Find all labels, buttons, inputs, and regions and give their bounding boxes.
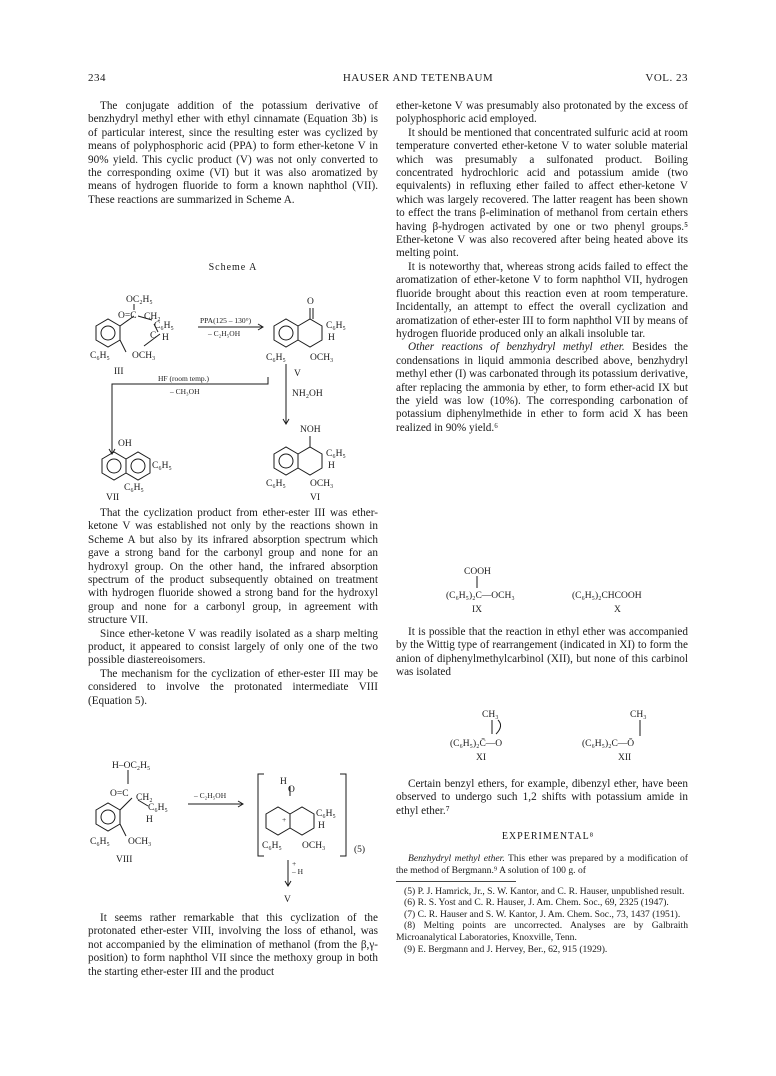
compound-xii: XII (618, 753, 632, 763)
och3-label: OCH₃ (128, 837, 152, 847)
o-label: O (307, 297, 314, 307)
c6h5-label: C₆H₅ (90, 351, 110, 361)
och3-label: OCH₃ (302, 841, 326, 851)
page-number: 234 (88, 72, 106, 84)
paragraph: Certain benzyl ethers, for example, dibenzyl ether, have been observed to undergo such 1,2 shifts with potassium amide in ethyl ether.⁷ (396, 778, 688, 817)
paragraph: It is possible that the reaction in ethyl ether was accompanied by the Wittig type of rearrangement (indicated in XI) to form the anion of diphenylmethylcarbinol (XII), but none of this carbinol was isolated (396, 626, 688, 679)
paragraph-other-reactions (396, 341, 688, 435)
experimental-section (396, 830, 688, 955)
compound-ix: IX (472, 605, 483, 615)
benzene-ring-iii (96, 319, 120, 347)
left-column-intro (88, 100, 378, 207)
scheme-title: Scheme A (208, 262, 258, 273)
equation-5-drawing (88, 756, 378, 908)
paragraph: ether-ketone V was presumably also protonated by the excess of polyphosphoric acid employed. (396, 100, 688, 126)
right-column-body (396, 100, 688, 435)
scheme-a-drawing (88, 274, 378, 502)
proton-charge: + (292, 859, 297, 868)
h-label: H (146, 815, 153, 825)
ch2-label: CH₂ (144, 312, 161, 322)
c6h5-label: C₆H₅ (152, 461, 172, 471)
benzene-ring-v (274, 319, 298, 347)
experimental-run-in-head: Benzhydryl methyl ether. (408, 853, 505, 865)
h-label: H (162, 333, 169, 343)
h-label: H (280, 777, 287, 787)
compound-iii: III (114, 367, 124, 377)
positive-charge: + (282, 815, 287, 824)
c6h5-label: C₆H₅ (90, 837, 110, 847)
minus-ethanol: – C₂H₅OH (208, 329, 241, 338)
paragraph: It seems rather remarkable that this cyclization of the protonated ether-ester VIII, involving the loss of ethanol, was not accompanied by the elimination of methanol (from the β,γ-position) to form naphthol VII since the methoxy group in both the starting ether-ester III and the product (88, 912, 378, 978)
c6h5-label: C₆H₅ (316, 809, 336, 819)
minus-methanol: – CH₃OH (170, 387, 200, 396)
experimental-heading: EXPERIMENTAL⁸ (501, 831, 595, 842)
compound-xi: XI (476, 753, 487, 763)
compound-vi: VI (310, 493, 321, 502)
ix-formula: (C₆H₅)₂C—OCH₃ (446, 591, 515, 601)
h-label: H (328, 333, 335, 343)
left-column-end (88, 912, 378, 979)
oeqc-label: O=C (110, 789, 129, 799)
ch3-label: CH₃ (630, 710, 647, 720)
scheme-a (88, 262, 378, 502)
paragraph: It should be mentioned that concentrated sulfuric acid at room temperature converted ether-ketone V to water soluble material which was presumably a sulfonated product. Boiling concentrated hydrochloric acid and potassium amide (two equivalents) in refluxing ether failed to affect ether-ketone V which was largely recovered. The latter reagent has been shown to effect the trans β-elimination of methanol from certain ethers having β-hydrogen activated by one or two phenyl groups.⁵ Ether-ketone V was also recovered after being heated above its melting point. (396, 126, 688, 260)
footnote-7: (7) C. R. Hauser and S. W. Kantor, J. Am. Chem. Soc., 73, 1437 (1951). (404, 908, 681, 920)
h-label: H (328, 461, 335, 471)
ch2-label: CH₂ (136, 793, 153, 803)
och3-label: OCH₃ (310, 353, 334, 363)
c6h5-label: C₆H₅ (266, 479, 286, 489)
running-head-authors: HAUSER AND TETENBAUM (342, 72, 494, 84)
compound-v: V (284, 895, 291, 905)
h-oc2h5-label: H–OC₂H₅ (112, 761, 151, 771)
structures-ix-x (396, 566, 688, 620)
footnotes (396, 886, 688, 956)
minus-ethanol: – C₂H₅OH (194, 791, 227, 800)
structures-xi-xii (396, 708, 688, 768)
footnote-rule (396, 881, 516, 882)
paragraph: Since ether-ketone V was readily isolated as a sharp melting product, it appeared to consist largely of only one of the two possible diastereoisomers. (88, 627, 378, 667)
ch3-label: CH₃ (482, 710, 499, 720)
experimental-text: This ether was prepared by a modification of the method of Bergmann.⁹ A solution of 100 g. of (396, 853, 688, 876)
c6h5-label: C₆H₅ (148, 803, 168, 813)
c6h5-label: C₆H₅ (154, 321, 174, 331)
compound-x: X (614, 605, 621, 615)
paragraph: The conjugate addition of the potassium derivative of benzhydryl methyl ether with ethyl cinnamate (Equation 3b) is of particular interest, since the resulting ester was cyclized by means of polyphosphoric acid (PPA) to form ether-ketone V in 90% yield. This cyclic product (V) was not only converted to the corresponding oxime (VI) but it was also aromatized by means of hydrogen fluoride to form a known naphthol (VII). These reactions are summarized in Scheme A. (88, 100, 378, 206)
equation-number: (5) (354, 845, 366, 855)
compound-vii: VII (106, 493, 120, 502)
right-column-wittig (396, 626, 688, 680)
oeqc-label: O=C (118, 311, 137, 321)
nh2oh-reagent: NH₂OH (292, 389, 323, 399)
right-column-shifts (396, 778, 688, 818)
x-formula: (C₆H₅)₂CHCOOH (572, 591, 642, 601)
minus-proton: – H (292, 867, 304, 876)
c6h5-label: C₆H₅ (326, 321, 346, 331)
hf-condition: HF (room temp.) (158, 374, 210, 383)
c6h5-label: C₆H₅ (262, 841, 282, 851)
equation-5 (88, 756, 378, 908)
structures-xi-xii-drawing (396, 708, 688, 768)
c-label: C (150, 331, 157, 341)
noh-label: NOH (300, 425, 321, 435)
benzene-ring-viii (96, 803, 120, 831)
section-run-in-head: Other reactions of benzhydryl methyl ether. (408, 341, 625, 354)
paragraph: That the cyclization product from ether-ester III was ether-ketone V was established not only by the reactions shown in Scheme A but also by its infrared absorption spectrum which gave a strong band for the carbonyl group and none for an hydroxyl group. On the other hand, the infrared absorption spectrum of the product subsequently obtained on treatment with hydrogen fluoride showed a strong band for the hydroxyl group and none for a carbonyl group, in agreement with structure VII. (88, 507, 378, 627)
arenium-ring (266, 807, 290, 835)
structures-ix-x-drawing (396, 566, 688, 620)
benzene-ring-vii (102, 452, 126, 480)
cooh-label: COOH (464, 567, 491, 577)
compound-viii: VIII (116, 855, 133, 865)
och3-label: OCH₃ (310, 479, 334, 489)
compound-v: V (294, 369, 301, 379)
c6h5-label: C₆H₅ (124, 483, 144, 493)
paragraph: The mechanism for the cyclization of ether-ester III may be considered to involve the protonated intermediate VIII (Equation 5). (88, 667, 378, 707)
o-label: O (288, 785, 295, 795)
h-label: H (318, 821, 325, 831)
c6h5-label: C₆H₅ (266, 353, 286, 363)
experimental-first-paragraph (396, 853, 688, 876)
footnote-6: (6) R. S. Yost and C. R. Hauser, J. Am. Chem. Soc., 69, 2325 (1947). (404, 897, 669, 909)
running-header (88, 72, 688, 88)
ppa-condition: PPA(125 – 130°) (200, 316, 252, 325)
xi-formula: (C₆H₅)₂C̄—O (450, 739, 503, 749)
benzene-ring-vi (274, 447, 298, 475)
paragraph: It is noteworthy that, whereas strong acids failed to effect the aromatization of ether-ketone V to form naphthol VII, hydrogen fluoride brought about this reaction even at room temperature. Incidentally, an attempt to effect the overall cyclization and aromatization of ether-ester III to form naphthol VII by means of hydrogen fluoride produced only an alkali insoluble tar. (396, 260, 688, 340)
xii-formula: (C₆H₅)₂C—Ō (582, 739, 635, 749)
c6h5-label: C₆H₅ (326, 449, 346, 459)
volume-number: VOL. 23 (645, 72, 688, 84)
och3-label: OCH₃ (132, 351, 156, 361)
footnote-5: (5) P. J. Hamrick, Jr., S. W. Kantor, and C. R. Hauser, unpublished result. (404, 885, 685, 897)
footnote-8: (8) Melting points are uncorrected. Analyses are by Galbraith Microanalytical Laboratories, Knoxville, Tenn. (396, 920, 688, 943)
left-column-body (88, 507, 378, 708)
oh-label: OH (118, 439, 132, 449)
paragraph-text: Besides the condensations in liquid ammonia described above, benzhydryl methyl ether (I) was carbonated through its potassium derivative, after replacing the ammonia by ether, to form ether-acid IX but the yield was low (10%). The corresponding carbonation of potassium diphenylmethide in ether to form acid X has been realized in 90% yield.⁶ (396, 341, 688, 434)
footnote-9: (9) E. Bergmann and J. Hervey, Ber., 62, 915 (1929). (404, 943, 608, 955)
oc2h5-label: OC₂H₅ (126, 295, 153, 305)
